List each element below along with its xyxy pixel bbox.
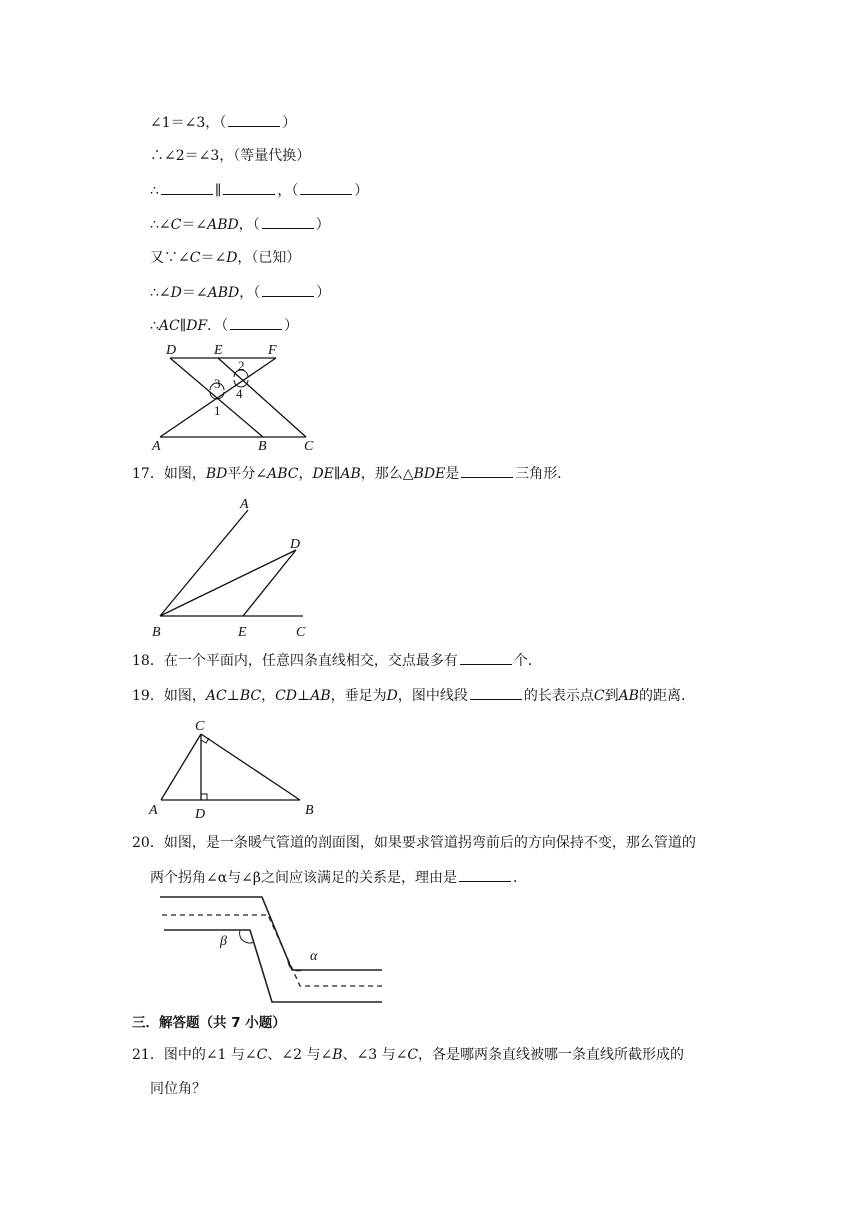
answer-blank[interactable] [161,180,213,195]
question-text: ，各是哪两条直线被哪一条直线所截形成的 [418,1047,685,1063]
label-e: E [214,343,223,358]
question-text: 图中的∠1 与∠ [163,1047,257,1063]
question-text: 平分∠ [227,466,268,482]
label-b: B [152,625,161,640]
question-text: 在一个平面内，任意四条直线相交，交点最多有 [163,653,458,669]
label-c: C [195,719,205,734]
question-text: 两个拐角∠α与∠β之间应该满足的关系是，理由是 [150,870,458,886]
answer-blank[interactable] [459,867,511,882]
proof-text: ∠1＝∠3，（ [150,115,227,131]
proof-text: 又∵∠ [150,250,190,266]
line-ba [160,510,248,616]
question-text: ，垂足为 [330,688,387,704]
question-number: 21． [132,1047,164,1063]
proof-line-2 [150,146,310,166]
math-var: AB [310,688,331,704]
proof-text: ∴∠2＝∠3，（等量代换） [150,148,311,164]
proof-text: ） [354,183,369,199]
right-angle-mark-d [201,794,207,800]
label-angle-3: 3 [214,376,221,391]
question-text: 同位角？ [150,1081,206,1097]
proof-text: ．（ [207,318,229,334]
label-d: D [195,807,206,820]
label-b: B [258,439,267,454]
answer-blank[interactable] [230,315,282,330]
label-angle-1: 1 [214,403,221,418]
math-var: AB [618,688,639,704]
label-angle-2: 2 [238,358,245,373]
answer-blank[interactable] [461,463,513,478]
math-var: C [407,1047,419,1063]
proof-var: D [226,250,238,266]
figure-heating-pipe [150,890,390,1008]
proof-var: ABD [207,217,239,233]
proof-line-5 [150,248,300,268]
proof-line-4 [150,214,330,235]
math-var: DE [312,466,334,482]
proof-text: ） [316,285,331,301]
label-alpha: α [310,949,318,964]
line-ed [243,550,296,616]
proof-text: ∥ [214,183,222,199]
label-b: B [305,803,314,818]
math-var: AC [205,688,227,704]
question-text: 到 [604,688,619,704]
line-ac [161,734,201,800]
answer-blank[interactable] [223,180,275,195]
answer-blank[interactable] [300,180,352,195]
question-number: 17． [132,466,164,482]
question-text: ， [261,688,276,704]
answer-blank[interactable] [262,214,314,229]
figure-background [150,890,390,1008]
proof-text: ） [315,217,330,233]
math-var: BC [239,688,262,704]
question-text: ． [513,870,528,886]
question-text: ⊥ [297,688,311,704]
line-ec [218,358,306,437]
proof-text: ，（ [238,217,260,233]
question-text: 、∠2 与∠ [267,1047,333,1063]
label-beta: β [220,934,227,949]
question-20-line-1 [132,833,696,853]
proof-line-3 [150,180,368,201]
question-text: 的长表示点 [523,688,594,704]
question-text: ∥ [333,466,341,482]
label-d: D [166,343,177,358]
question-text: 如图，是一条暖气管道的剖面图，如果要求管道拐弯前后的方向保持不变，那么管道的 [163,835,696,851]
proof-text: ＝∠ [181,217,208,233]
math-var: ABC [267,466,299,482]
label-a: A [149,803,158,818]
line-cb [201,734,300,800]
answer-blank[interactable] [262,282,314,297]
question-number: 20． [132,835,164,851]
question-number: 19． [132,688,164,704]
proof-text: ，（ [277,183,299,199]
question-number: 18． [132,653,164,669]
question-text: 的距离． [638,688,695,704]
proof-text: ∴∠ [150,285,171,301]
proof-text: ） [282,115,297,131]
question-20-line-2 [150,867,527,888]
proof-text: ） [284,318,299,334]
proof-text: ∴ [150,318,159,334]
proof-line-6 [150,282,330,303]
question-text: 如图， [163,688,206,704]
proof-var: C [189,250,201,266]
question-text: 、∠3 与∠ [342,1047,408,1063]
question-text: ， [298,466,313,482]
label-c: C [304,439,314,454]
proof-var: ABD [207,285,240,301]
line-af [160,358,276,437]
question-19 [132,685,695,706]
proof-text: ＝∠ [181,285,208,301]
proof-var: AC [158,318,180,334]
question-text: ，那么△ [360,466,414,482]
math-var: B [332,1047,343,1063]
answer-blank[interactable] [460,650,512,665]
question-17 [132,463,571,484]
figure-parallel-lines-defabc [148,340,328,455]
proof-text: ∥ [179,318,187,334]
answer-blank[interactable] [470,685,522,700]
question-text: ，图中线段 [397,688,468,704]
math-var: D [386,688,398,704]
question-text: 个． [513,653,542,669]
proof-line-1 [150,112,296,133]
figure-right-triangle-altitude [145,714,325,820]
math-var: CD [275,688,298,704]
answer-blank[interactable] [228,112,280,127]
figure-angle-bisector [148,494,318,642]
section-title: 三．解答题（共 7 小题） [132,1015,286,1031]
question-18 [132,650,542,671]
question-21-line-1 [132,1045,684,1065]
proof-var: C [170,217,182,233]
label-a: A [240,497,249,512]
question-text: 如图， [163,466,206,482]
question-text: ⊥ [226,688,240,704]
proof-text: ＝∠ [200,250,227,266]
label-f: F [268,343,277,358]
math-var: BDE [413,466,446,482]
label-angle-4: 4 [236,386,243,401]
proof-text: ∴ [150,183,159,199]
label-e: E [238,625,247,640]
proof-text: ，（已知） [237,250,301,266]
math-var: AB [340,466,361,482]
label-c: C [296,625,306,640]
proof-text: ，（ [239,285,261,301]
proof-line-7 [150,315,298,336]
math-var: C [593,688,605,704]
label-d: D [290,537,301,552]
question-text: 是 [445,466,460,482]
math-var: BD [205,466,228,482]
question-text: 三角形． [515,466,572,482]
math-var: C [256,1047,268,1063]
line-bd [160,550,296,616]
line-db [170,358,263,437]
question-21-line-2 [150,1079,206,1099]
label-a: A [152,439,161,454]
proof-var: D [170,285,182,301]
proof-text: ∴∠ [150,217,171,233]
proof-var: DF [186,318,208,334]
